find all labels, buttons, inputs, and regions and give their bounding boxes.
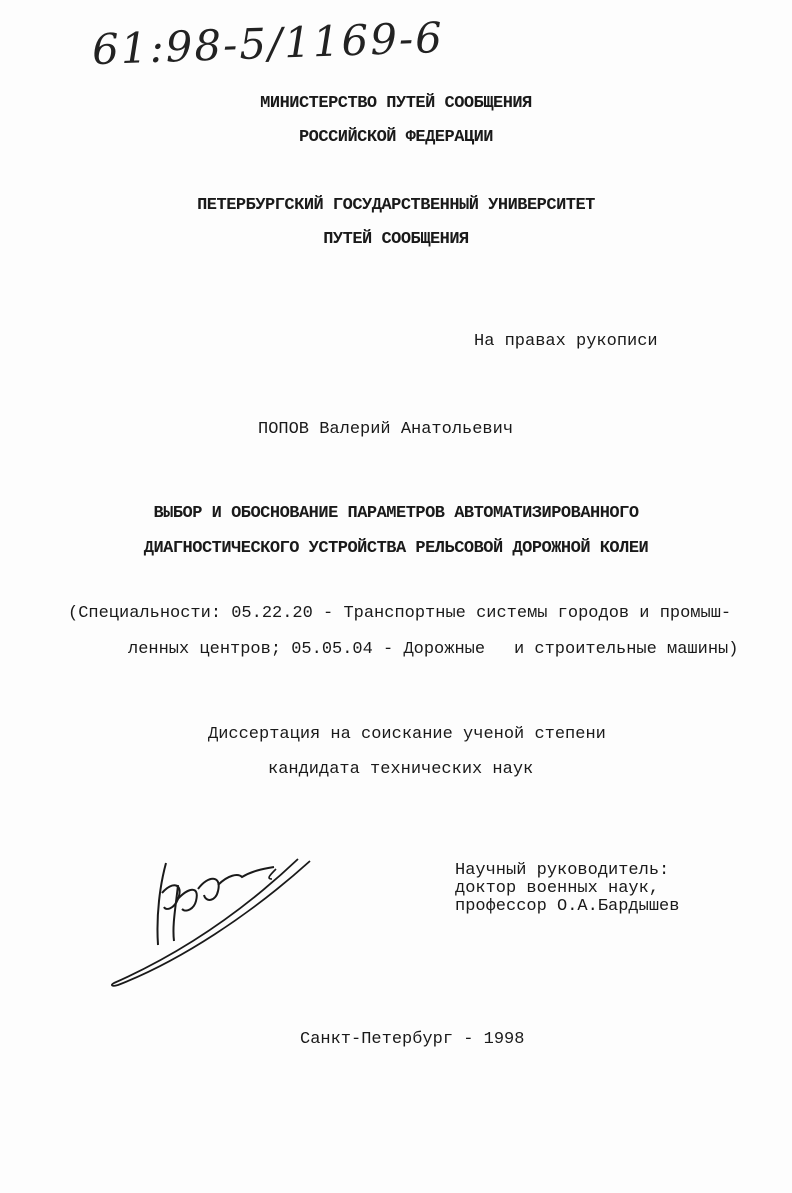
catalog-number-handwritten: 61:98-5/1169-6 xyxy=(91,12,445,75)
specialties-line-2b: и строительные машины) xyxy=(514,640,739,659)
city-year: Санкт-Петербург - 1998 xyxy=(300,1030,525,1049)
dissertation-line-2: кандидата технических наук xyxy=(268,760,534,779)
specialties-line-1: (Специальности: 05.22.20 - Транспортные системы городов и промыш- xyxy=(68,604,732,623)
thesis-title-line-2: ДИАГНОСТИЧЕСКОГО УСТРОЙСТВА РЕЛЬСОВОЙ ДОРОЖНОЙ КОЛЕИ xyxy=(143,539,649,558)
supervisor-line-2: доктор военных наук, xyxy=(455,879,660,898)
manuscript-rights: На правах рукописи xyxy=(474,332,658,351)
thesis-title-line-1: ВЫБОР И ОБОСНОВАНИЕ ПАРАМЕТРОВ АВТОМАТИЗИРОВАННОГО xyxy=(153,504,639,523)
supervisor-line-1: Научный руководитель: xyxy=(455,861,670,880)
signature-image xyxy=(100,845,320,995)
specialties-line-2a: ленных центров; 05.05.04 - Дорожные xyxy=(128,640,486,659)
university-line-1: ПЕТЕРБУРГСКИЙ ГОСУДАРСТВЕННЫЙ УНИВЕРСИТЕТ xyxy=(197,196,595,215)
dissertation-line-1: Диссертация на соискание ученой степени xyxy=(208,725,606,744)
author-name: ПОПОВ Валерий Анатольевич xyxy=(258,420,514,439)
ministry-line-2: РОССИЙСКОЙ ФЕДЕРАЦИИ xyxy=(298,128,494,147)
supervisor-line-3: профессор О.А.Бардышев xyxy=(455,897,680,916)
ministry-line-1: МИНИСТЕРСТВО ПУТЕЙ СООБЩЕНИЯ xyxy=(260,94,532,113)
university-line-2: ПУТЕЙ СООБЩЕНИЯ xyxy=(323,230,469,249)
